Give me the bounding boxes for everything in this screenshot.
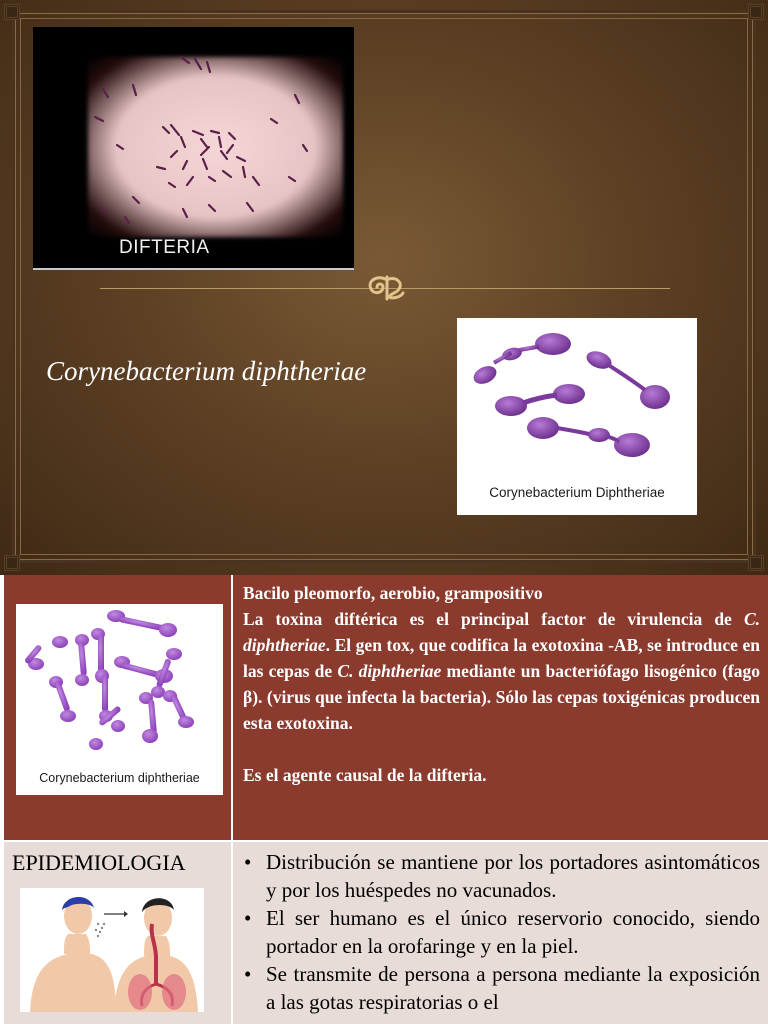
bacteria-diagram-card [16,604,223,795]
epidemiology-heading: EPIDEMIOLOGIA [12,850,186,875]
description-paragraph [243,606,760,736]
species-title: Corynebacterium diphtheriae [46,356,367,386]
species-name-italic: C. diphtheriae [337,661,442,681]
paragraph-part: mediante un bacteriófago lisogénico (fago β). (virus que infecta la bacteria). Sólo las cepas toxigénicas producen esta exotoxina. [243,661,761,733]
description-text [243,580,760,788]
slide-table [0,575,768,1024]
epidemiology-bullets [242,848,760,1016]
frame-corner-icon [4,4,20,20]
bacteria-illustration-icon [457,318,697,478]
diagram-caption: Corynebacterium diphtheriae [39,771,200,785]
table-cell-image [4,575,233,840]
paragraph-part: . El gen tox, que codifica la exotoxina -AB, se introduce en las cepas de [243,635,760,681]
list-item: • El ser humano es el único reservorio conocido, siendo portador en la orofaringe y en la piel. [242,904,760,960]
scroll-ornament-icon [363,271,411,303]
paragraph-spacer [243,736,760,762]
species-name-italic: C. diphtheriae [243,609,760,655]
paragraph-part: La toxina diftérica es el principal factor de virulencia de [243,609,744,629]
table-cell-epidemiology [4,842,233,1024]
illustration-caption: Corynebacterium Diphtheriae [489,485,665,500]
bacteria-diagram-icon [16,604,223,764]
description-summary: Bacilo pleomorfo, aerobio, grampositivo [243,583,543,603]
micrograph-label: DIFTERIA [119,237,210,258]
frame-corner-icon [748,555,764,571]
frame-corner-icon [748,4,764,20]
bacilli-stain-icon [33,27,354,270]
frame-corner-icon [4,555,20,571]
bacteria-illustration-card [457,318,697,515]
respiratory-transmission-icon [20,888,204,1012]
micrograph-image [33,27,354,270]
table-row [4,575,768,840]
list-item: • Se transmite de persona a persona mediante la exposición a las gotas respiratorias o el [242,960,760,1016]
list-item: • Distribución se mantiene por los portadores asintomáticos y por los huéspedes no vacunados. [242,848,760,904]
description-conclusion: Es el agente causal de la difteria. [243,765,487,785]
table-row [4,840,768,1024]
transmission-illustration [20,888,204,1012]
